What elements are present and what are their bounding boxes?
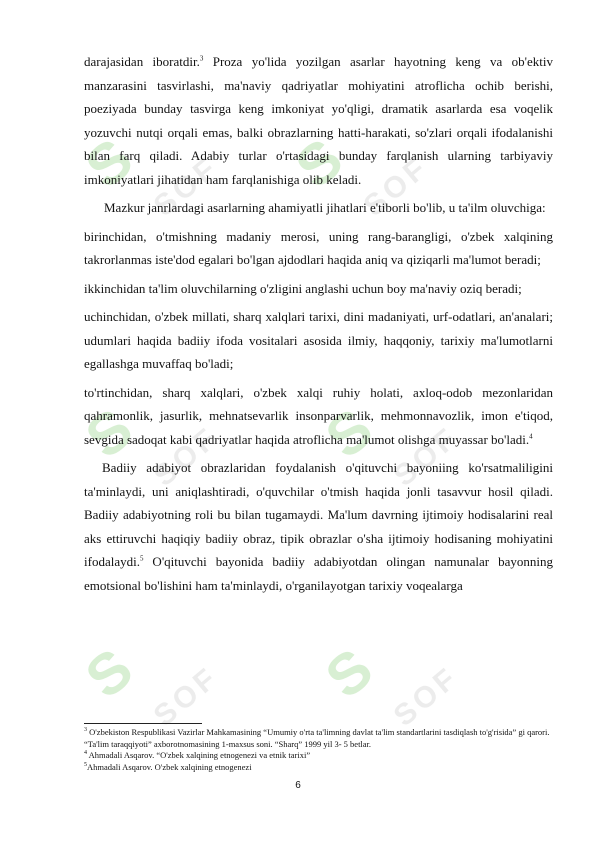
page-body [84,50,553,602]
watermark-logo: S [283,126,356,201]
watermark-logo: S [73,636,146,711]
paragraph: Badiiy adabiyot obrazlaridan foydalanish o'qituvchi bayoniing ko'rsatmaliligini ta'minlaydi, uni aniqlashtiradi, o'quvchilar o'tmish haqida jonli tasavvur hosil qiladi. Badiiy adabiyotning roli bu bilan tugamaydi. Ma'lum davrning ijtimoiy hodisalarini real aks ettiruvchi haqiqiy badiiy obraz, tipik obrazlar o'sha ijtimoiy hodisaning mohiyatini ifodalaydi.$^5$ O'qituvchi bayonida badiiy adabiyotdan olingan namunalar bayonning emotsional bo'lishini ham ta'minlaydi, o'rganilayotgan tarixiy voqealarga [84,460,553,593]
footnote-ref[interactable]: 3 [199,54,204,63]
footnote: $^4$ Ahmadali Asqarov. “O'zbek xalqining etnogenezi va etnik tarixi” [84,750,311,760]
paragraph: ikkinchidan ta'lim oluvchilarning o'zligini anglashi uchun boy ma'naviy oziq beradi; [84,280,522,296]
watermark-logo: S [73,126,146,201]
footnote: $^5$Ahmadali Asqarov. O'zbek xalqining etnogenezi [84,761,252,772]
watermark-logo: S [313,636,386,711]
watermark-text: SOF [387,420,466,493]
footnotes [84,727,554,773]
paragraph: uchinchidan, o'zbek millati, sharq xalqlari tarixi, dini madaniyati, urf-odatlari, an'analari; udumlari haqida badiiy ifoda vositalari asosida ilmiy, haqqoniy, tarixiy ma'lumotlarni egallashga muvaffaq bo'ladi; [84,309,553,371]
watermark-logo: S [313,396,386,471]
watermark-text: SOF [147,150,226,223]
paragraph: Mazkur janrlardagi asarlarning ahamiyatli jihatlari e'tiborli bo'lib, u ta'ilm oluvchiga: [104,200,546,215]
footnote-ref[interactable]: 4 [529,432,533,441]
watermark-text: SOF [147,660,226,733]
footnote-divider [84,723,202,724]
watermark-text: SOF [147,420,226,493]
footnote-ref[interactable]: 5 [139,554,144,563]
watermark-logo: S [73,396,146,471]
paragraph: to'rtinchidan, sharq xalqlari, o'zbek xalqi ruhiy holati, axloq-odob mezonlaridan qahramonlik, jasurlik, mehnatsevarlik insonparvarlik, mehmonnavozlik, imon e'tiqod, sevgida sadoqat kabi qadriyatlar haqida atroflicha ma'lumot olishga muyassar bo'ladi.$^4$ [84,384,553,447]
watermark-text: SOF [357,150,436,223]
footnote: $^3$ O'zbekiston Respublikasi Vazirlar Mahkamasining “Umumiy o'rta ta'limning davlat ta'lim standartlarini tasdiqlash to'g'risida” gi qarori. “Ta'lim taraqqiyoti” axborotnomasining 1-maxsus soni. “Sharq” 1999 yil 3- 5 betlar. [84,727,550,749]
page-number: 6 [295,780,301,791]
paragraph: birinchidan, o'tmishning madaniy merosi, uning rang-barangligi, o'zbek xalqining takrorlanmas iste'dod egalari bo'lgan ajdodlari haqida aniq va qiziqarli ma'lumot beradi; [84,228,553,267]
paragraph: darajasidan iboratdir.$^3$ Proza yo'lida yozilgan asarlar hayotning keng va ob'ektiv manzarasini tasvirlashi, ma'naviy qadriyatlar mohiyatini atroflicha ochib berishi, poeziyada bunday tasvirga keng imkoniyat yo'qligi, dramatik asarlarda esa voqelik yozuvchi nutqi orqali emas, balki obrazlarning hatti-harakati, so'zlari orqali ifodalanishi bilan farq qiladi. Adabiy turlar o'rtasidagi bunday farqlanish ularning tarbiyaviy imkoniyatlari jihatidan ham farqlanishiga olib keladi. [84,54,553,187]
watermark-text: SOF [387,660,466,733]
